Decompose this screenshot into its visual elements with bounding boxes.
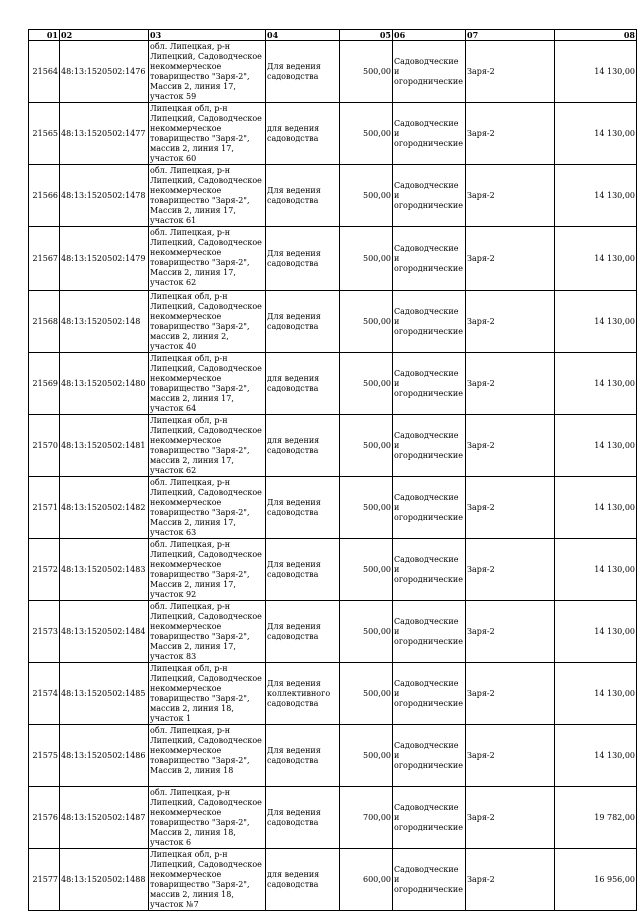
- address-cell: [149, 165, 266, 227]
- category-cell: Садоводческие и огороднические: [393, 849, 466, 911]
- value-cell: 14 130,00: [555, 103, 637, 165]
- address-cell: [149, 41, 266, 103]
- table-row: [29, 787, 637, 849]
- category-cell: Садоводческие и огороднические: [393, 539, 466, 601]
- area-cell: 500,00: [340, 227, 393, 291]
- col-header-08: 08: [555, 30, 637, 41]
- address-cell: [149, 787, 266, 849]
- address-cell: [149, 103, 266, 165]
- row-id: 21569: [29, 353, 60, 415]
- table-row: [29, 41, 637, 103]
- value-cell: 14 130,00: [555, 663, 637, 725]
- address-text: обл. Липецкая, р-н Липецкий, Садоводческое некоммерческое товарищество "Заря-2", Массив 2, линия 17, участок 63: [150, 478, 262, 537]
- area-cell: 500,00: [340, 601, 393, 663]
- value-cell: 14 130,00: [555, 165, 637, 227]
- group-cell: Заря-2: [466, 415, 555, 477]
- value-cell: 14 130,00: [555, 353, 637, 415]
- purpose-cell: для ведения садоводства: [266, 415, 340, 477]
- address-text: Липецкая обл, р-н Липецкий, Садоводческое некоммерческое товарищество "Заря-2", массив 2, линия 18, участок 1: [150, 664, 262, 723]
- cadastral-number: 48:13:1520502:1481: [60, 415, 149, 477]
- row-id: 21574: [29, 663, 60, 725]
- group-cell: Заря-2: [466, 663, 555, 725]
- table-row: [29, 103, 637, 165]
- value-cell: 16 956,00: [555, 849, 637, 911]
- row-id: 21573: [29, 601, 60, 663]
- row-id: 21570: [29, 415, 60, 477]
- group-cell: Заря-2: [466, 849, 555, 911]
- purpose-cell: Для ведения садоводства: [266, 41, 340, 103]
- area-cell: 500,00: [340, 353, 393, 415]
- row-id: 21572: [29, 539, 60, 601]
- row-id: 21567: [29, 227, 60, 291]
- cadastral-number: 48:13:1520502:148: [60, 291, 149, 353]
- cadastral-number: 48:13:1520502:1486: [60, 725, 149, 787]
- cadastral-number: 48:13:1520502:1488: [60, 849, 149, 911]
- row-id: 21564: [29, 41, 60, 103]
- category-cell: Садоводческие и огороднические: [393, 227, 466, 291]
- area-cell: 500,00: [340, 663, 393, 725]
- group-cell: Заря-2: [466, 539, 555, 601]
- col-header-02: 02: [60, 30, 149, 41]
- category-cell: Садоводческие и огороднические: [393, 103, 466, 165]
- row-id: 21568: [29, 291, 60, 353]
- purpose-cell: для ведения садоводства: [266, 353, 340, 415]
- address-cell: [149, 539, 266, 601]
- address-text: обл. Липецкая, р-н Липецкий, Садоводческое некоммерческое товарищество "Заря-2", Массив 2, линия 18: [150, 726, 262, 775]
- value-cell: 19 782,00: [555, 787, 637, 849]
- cadastral-number: 48:13:1520502:1483: [60, 539, 149, 601]
- group-cell: Заря-2: [466, 165, 555, 227]
- category-cell: Садоводческие и огороднические: [393, 725, 466, 787]
- address-text: обл. Липецкая, р-н Липецкий, Садоводческое некоммерческое товарищество "Заря-2", Массив 2, линия 17, участок 61: [150, 166, 262, 225]
- col-header-07: 07: [466, 30, 555, 41]
- area-cell: 500,00: [340, 415, 393, 477]
- cadastral-number: 48:13:1520502:1485: [60, 663, 149, 725]
- cadastral-number: 48:13:1520502:1482: [60, 477, 149, 539]
- address-text: обл. Липецкая, р-н Липецкий, Садоводческое некоммерческое товарищество "Заря-2", Массив 2, линия 17, участок 59: [150, 42, 262, 101]
- table-row: [29, 477, 637, 539]
- area-cell: 500,00: [340, 41, 393, 103]
- col-header-01: 01: [29, 30, 60, 41]
- category-cell: Садоводческие и огороднические: [393, 477, 466, 539]
- address-text: Липецкая обл, р-н Липецкий, Садоводческое некоммерческое товарищество "Заря-2", массив 2, линия 17, участок 62: [150, 416, 262, 475]
- group-cell: Заря-2: [466, 787, 555, 849]
- category-cell: Садоводческие и огороднические: [393, 353, 466, 415]
- category-cell: Садоводческие и огороднические: [393, 601, 466, 663]
- value-cell: 14 130,00: [555, 291, 637, 353]
- col-header-04: 04: [266, 30, 340, 41]
- row-id: 21565: [29, 103, 60, 165]
- table-row: [29, 291, 637, 353]
- address-text: обл. Липецкая, р-н Липецкий, Садоводческое некоммерческое товарищество "Заря-2", Массив 2, линия 18, участок 6: [150, 788, 262, 847]
- value-cell: 14 130,00: [555, 415, 637, 477]
- area-cell: 500,00: [340, 725, 393, 787]
- group-cell: Заря-2: [466, 725, 555, 787]
- row-id: 21571: [29, 477, 60, 539]
- registry-table: [28, 29, 637, 911]
- cadastral-number: 48:13:1520502:1478: [60, 165, 149, 227]
- purpose-cell: для ведения садоводства: [266, 849, 340, 911]
- group-cell: Заря-2: [466, 103, 555, 165]
- category-cell: Садоводческие и огороднические: [393, 663, 466, 725]
- address-text: обл. Липецкая, р-н Липецкий, Садоводческое некоммерческое товарищество "Заря-2", Массив 2, линия 17, участок 92: [150, 540, 262, 599]
- purpose-cell: Для ведения садоводства: [266, 601, 340, 663]
- group-cell: Заря-2: [466, 291, 555, 353]
- area-cell: 700,00: [340, 787, 393, 849]
- category-cell: Садоводческие и огороднические: [393, 787, 466, 849]
- purpose-cell: Для ведения садоводства: [266, 725, 340, 787]
- row-id: 21575: [29, 725, 60, 787]
- table-row: [29, 849, 637, 911]
- cadastral-number: 48:13:1520502:1477: [60, 103, 149, 165]
- cadastral-number: 48:13:1520502:1487: [60, 787, 149, 849]
- purpose-cell: Для ведения садоводства: [266, 787, 340, 849]
- value-cell: 14 130,00: [555, 227, 637, 291]
- address-cell: [149, 849, 266, 911]
- purpose-cell: Для ведения садоводства: [266, 227, 340, 291]
- purpose-cell: Для ведения садоводства: [266, 539, 340, 601]
- cadastral-number: 48:13:1520502:1480: [60, 353, 149, 415]
- purpose-cell: Для ведения садоводства: [266, 477, 340, 539]
- value-cell: 14 130,00: [555, 601, 637, 663]
- address-text: Липецкая обл, р-н Липецкий, Садоводческое некоммерческое товарищество "Заря-2", массив 2, линия 2, участок 40: [150, 292, 262, 351]
- category-cell: Садоводческие и огороднические: [393, 415, 466, 477]
- address-cell: [149, 725, 266, 787]
- category-cell: Садоводческие и огороднические: [393, 165, 466, 227]
- group-cell: Заря-2: [466, 353, 555, 415]
- value-cell: 14 130,00: [555, 41, 637, 103]
- table-row: [29, 663, 637, 725]
- address-cell: [149, 415, 266, 477]
- area-cell: 500,00: [340, 165, 393, 227]
- address-text: Липецкая обл, р-н Липецкий, Садоводческое некоммерческое товарищество "Заря-2", массив 2, линия 18, участок №7: [150, 850, 262, 909]
- address-cell: [149, 227, 266, 291]
- purpose-cell: Для ведения садоводства: [266, 291, 340, 353]
- area-cell: 600,00: [340, 849, 393, 911]
- table-row: [29, 353, 637, 415]
- area-cell: 500,00: [340, 103, 393, 165]
- col-header-06: 06: [393, 30, 466, 41]
- table-row: [29, 539, 637, 601]
- address-text: обл. Липецкая, р-н Липецкий, Садоводческое некоммерческое товарищество "Заря-2", Массив 2, линия 17, участок 62: [150, 228, 262, 287]
- category-cell: Садоводческие и огороднические: [393, 41, 466, 103]
- category-cell: Садоводческие и огороднические: [393, 291, 466, 353]
- purpose-cell: Для ведения коллективного садоводства: [266, 663, 340, 725]
- address-cell: [149, 353, 266, 415]
- address-cell: [149, 601, 266, 663]
- address-cell: [149, 291, 266, 353]
- col-header-05: 05: [340, 30, 393, 41]
- purpose-cell: Для ведения садоводства: [266, 165, 340, 227]
- group-cell: Заря-2: [466, 227, 555, 291]
- address-cell: [149, 477, 266, 539]
- cadastral-number: 48:13:1520502:1479: [60, 227, 149, 291]
- value-cell: 14 130,00: [555, 539, 637, 601]
- value-cell: 14 130,00: [555, 477, 637, 539]
- address-text: Липецкая обл, р-н Липецкий, Садоводческое некоммерческое товарищество "Заря-2", массив 2, линия 17, участок 64: [150, 354, 262, 413]
- value-cell: 14 130,00: [555, 725, 637, 787]
- header-row: [29, 30, 637, 41]
- table-row: [29, 601, 637, 663]
- table-row: [29, 165, 637, 227]
- table-row: [29, 415, 637, 477]
- cadastral-number: 48:13:1520502:1484: [60, 601, 149, 663]
- address-text: Липецкая обл, р-н Липецкий, Садоводческое некоммерческое товарищество "Заря-2", массив 2, линия 17, участок 60: [150, 104, 262, 163]
- table-row: [29, 227, 637, 291]
- area-cell: 500,00: [340, 291, 393, 353]
- row-id: 21576: [29, 787, 60, 849]
- area-cell: 500,00: [340, 539, 393, 601]
- cadastral-number: 48:13:1520502:1476: [60, 41, 149, 103]
- row-id: 21566: [29, 165, 60, 227]
- group-cell: Заря-2: [466, 601, 555, 663]
- col-header-03: 03: [149, 30, 266, 41]
- purpose-cell: для ведения садоводства: [266, 103, 340, 165]
- address-text: обл. Липецкая, р-н Липецкий, Садоводческое некоммерческое товарищество "Заря-2", Массив 2, линия 17, участок 83: [150, 602, 262, 661]
- table-row: [29, 725, 637, 787]
- group-cell: Заря-2: [466, 477, 555, 539]
- row-id: 21577: [29, 849, 60, 911]
- area-cell: 500,00: [340, 477, 393, 539]
- group-cell: Заря-2: [466, 41, 555, 103]
- address-cell: [149, 663, 266, 725]
